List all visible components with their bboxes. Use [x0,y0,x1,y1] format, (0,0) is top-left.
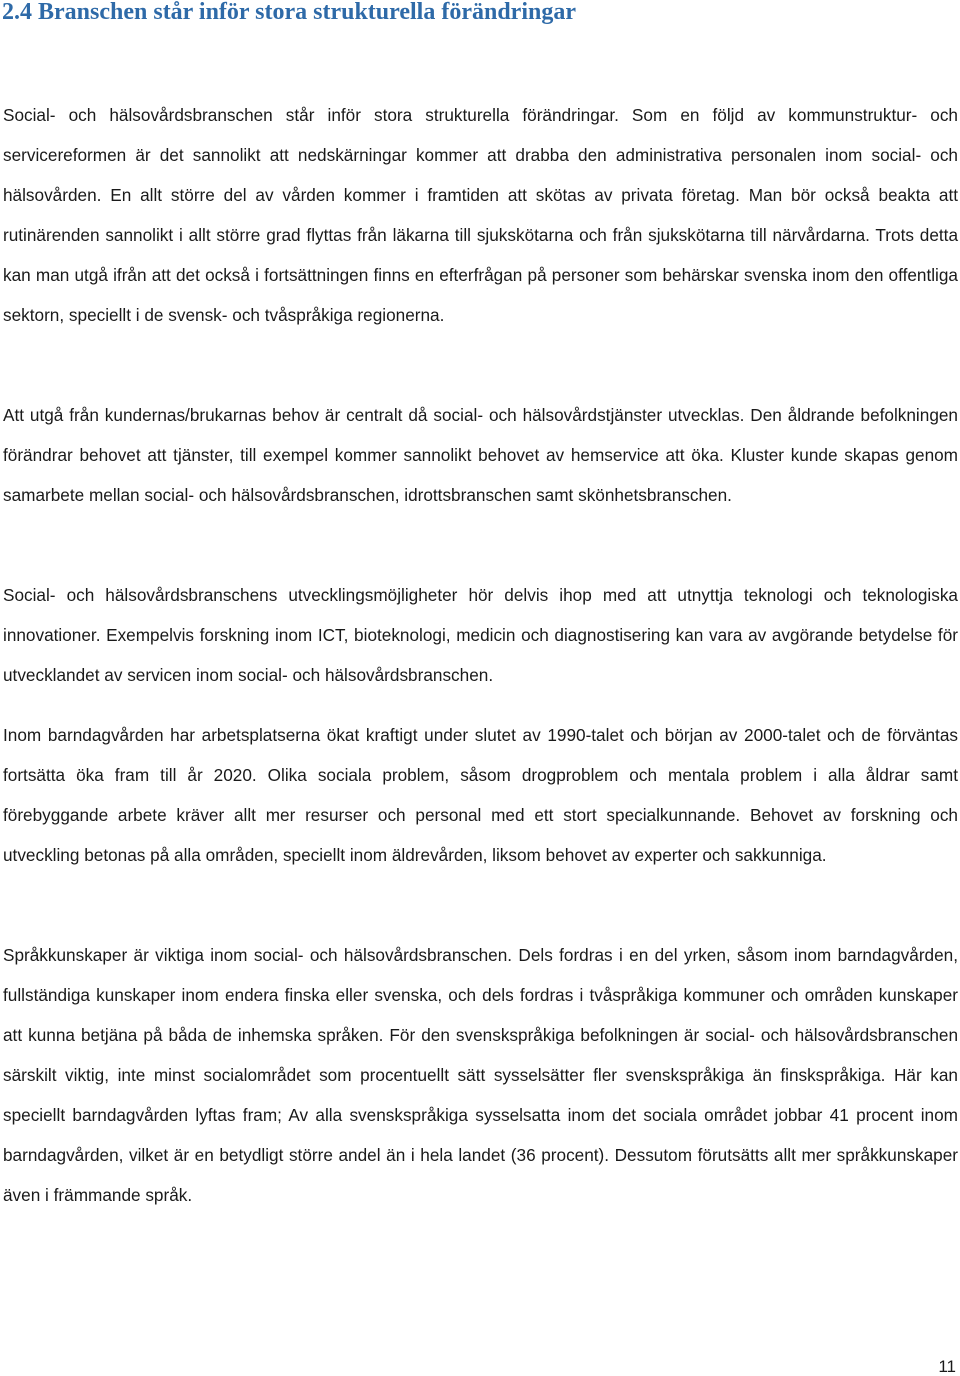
page-number: 11 [938,1357,956,1376]
section-heading: 2.4 Branschen står inför stora strukturella förändringar [2,0,576,25]
paragraph-language-skills: Språkkunskaper är viktiga inom social- och hälsovårdsbranschen. Dels fordras i en del yrken, såsom inom barndagvården, fullständiga kunskaper inom endera finska eller svenska, och dels fordras i tvåspråkiga kommuner och områden kunskaper att kunna betjäna på båda de inhemska språken. För den svenskspråkiga befolkningen är social- och hälsovårdsbranschen särskilt viktig, inte minst socialområdet som procentuellt sätt sysselsätter fler svenskspråkiga än finskspråkiga. Här kan speciellt barndagvården lyftas fram; Av alla svenskspråkiga sysselsatta inom det sociala området jobbar 41 procent inom barndagvården, vilket är en betydligt större andel än i hela landet (36 procent). Dessutom förutsätts allt mer språkkunskaper även i främmande språk. [3,945,958,1205]
paragraph-structural-changes: Social- och hälsovårdsbranschen står inför stora strukturella förändringar. Som en följd av kommunstruktur- och servicereformen är det sannolikt att nedskärningar kommer att drabba den administrativa personalen inom social- och hälsovården. En allt större del av vården kommer i framtiden att skötas av privata företag. Man bör också beakta att rutinärenden sannolikt i allt större grad flyttas från läkarna till sjukskötarna och från sjukskötarna till närvårdarna. Trots detta kan man utgå ifrån att det också i fortsättningen finns en efterfrågan på personer som behärskar svenska inom den offentliga sektorn, speciellt i de svensk- och tvåspråkiga regionerna. [3,105,958,325]
paragraph-technology: Social- och hälsovårdsbranschens utvecklingsmöjligheter hör delvis ihop med att utnyttja teknologi och teknologiska innovationer. Exempelvis forskning inom ICT, bioteknologi, medicin och diagnostisering kan vara av avgörande betydelse för utvecklandet av servicen inom social- och hälsovårdsbranschen. [3,585,958,685]
paragraph-childcare: Inom barndagvården har arbetsplatserna ökat kraftigt under slutet av 1990-talet och början av 2000-talet och de förväntas fortsätta öka fram till år 2020. Olika sociala problem, såsom drogproblem och mentala problem i alla åldrar samt förebyggande arbete kräver allt mer resurser och personal med ett stort specialkunnande. Behovet av forskning och utveckling betonas på alla områden, speciellt inom äldrevården, liksom behovet av experter och sakkunniga. [3,725,958,865]
paragraph-client-needs: Att utgå från kundernas/brukarnas behov är centralt då social- och hälsovårdstjänster utvecklas. Den åldrande befolkningen förändrar behovet att tjänster, till exempel kommer sannolikt behovet av hemservice att öka. Kluster kunde skapas genom samarbete mellan social- och hälsovårdsbranschen, idrottsbranschen samt skönhetsbranschen. [3,405,958,505]
